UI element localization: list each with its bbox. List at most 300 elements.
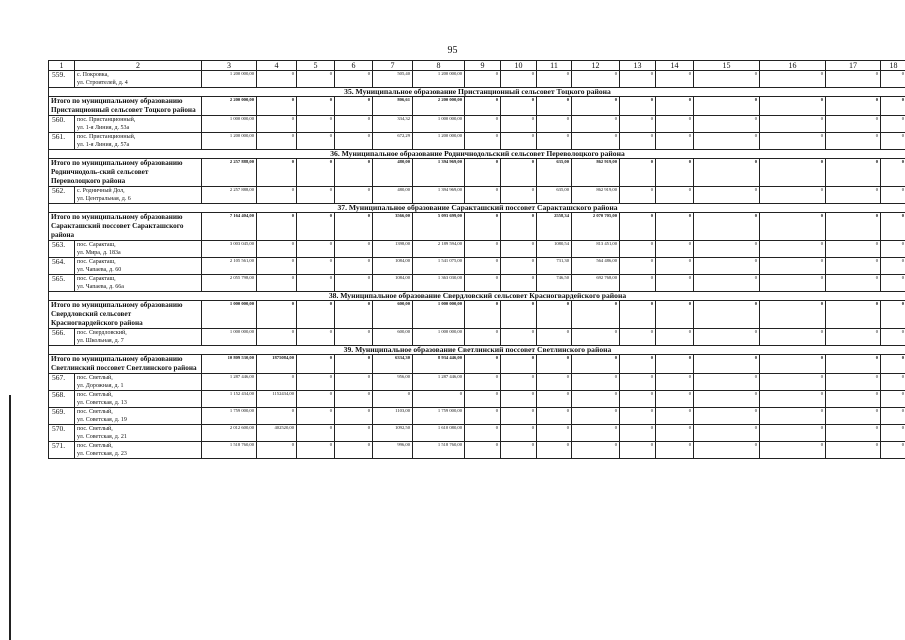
- total-value-col11: 0: [537, 355, 572, 374]
- value-col18: 0: [881, 241, 905, 258]
- total-row: [49, 97, 905, 116]
- value-col18: 0: [881, 275, 905, 292]
- value-col12: 692 768,00: [572, 275, 620, 292]
- value-col13: 0: [620, 275, 656, 292]
- value-col17: 0: [826, 71, 881, 88]
- total-value-col12: 862 919,00: [572, 159, 620, 187]
- total-value-col11: 635,00: [537, 159, 572, 187]
- value-col4: 1152434,00: [257, 391, 297, 408]
- object-row: [49, 71, 905, 88]
- address-line: пос. Саракташ,: [77, 242, 116, 248]
- value-col16: 0: [760, 442, 826, 459]
- section-heading-row: [49, 88, 905, 97]
- value-col6: 0: [335, 275, 373, 292]
- row-index: 570.: [49, 425, 75, 442]
- value-col6: 0: [335, 425, 373, 442]
- value-col13: 0: [620, 425, 656, 442]
- value-col15: 0: [694, 374, 760, 391]
- value-col13: 0: [620, 391, 656, 408]
- value-col10: 0: [501, 329, 537, 346]
- total-value-col14: 0: [656, 301, 694, 329]
- address-cell: [75, 258, 202, 275]
- total-value-col5: 0: [297, 97, 335, 116]
- value-col6: 0: [335, 116, 373, 133]
- value-col7: 600,00: [373, 329, 413, 346]
- total-value-col9: 0: [465, 97, 501, 116]
- value-col8: 1 759 000,00: [413, 408, 465, 425]
- total-name: Итого по муниципальному образованию Пристанционный сельсовет Тоцкого района: [49, 97, 202, 116]
- total-name: Итого по муниципальному образованию Родничнодоль-ский сельсовет Переволоцкого района: [49, 159, 202, 187]
- value-col5: 0: [297, 391, 335, 408]
- column-header-17: 17: [826, 61, 881, 71]
- object-row: [49, 241, 905, 258]
- value-col18: 0: [881, 408, 905, 425]
- value-col13: 0: [620, 442, 656, 459]
- column-header-16: 16: [760, 61, 826, 71]
- value-col7: 505,40: [373, 71, 413, 88]
- value-col8: 1 200 000,00: [413, 71, 465, 88]
- value-col11: 1080,54: [537, 241, 572, 258]
- value-col11: 0: [537, 374, 572, 391]
- value-col12: 862 919,00: [572, 187, 620, 204]
- column-header-11: 11: [537, 61, 572, 71]
- value-col7: 672,29: [373, 133, 413, 150]
- value-col18: 0: [881, 442, 905, 459]
- address-line: ул. 1-я Линия, д. 53а: [77, 125, 130, 131]
- address-line: ул. Советская, д. 21: [77, 434, 127, 440]
- value-col17: 0: [826, 374, 881, 391]
- total-value-col6: 0: [335, 213, 373, 241]
- value-col17: 0: [826, 425, 881, 442]
- value-col10: 0: [501, 258, 537, 275]
- address-cell: [75, 187, 202, 204]
- object-row: [49, 133, 905, 150]
- value-col13: 0: [620, 133, 656, 150]
- object-row: [49, 275, 905, 292]
- value-col3: 1 200 000,00: [202, 133, 257, 150]
- address-line: с. Покровка,: [77, 72, 109, 78]
- total-value-col17: 0: [826, 301, 881, 329]
- address-cell: [75, 374, 202, 391]
- value-col4: 0: [257, 329, 297, 346]
- object-row: [49, 116, 905, 133]
- value-col10: 0: [501, 374, 537, 391]
- total-value-col17: 0: [826, 213, 881, 241]
- value-col5: 0: [297, 241, 335, 258]
- value-col7: 480,00: [373, 187, 413, 204]
- object-row: [49, 442, 905, 459]
- section-heading: 37. Муниципальное образование Саракташский поссовет Саракташского района: [49, 204, 905, 213]
- total-value-col16: 0: [760, 301, 826, 329]
- value-col3: 1 200 000,00: [202, 71, 257, 88]
- column-header-12: 12: [572, 61, 620, 71]
- value-col8: 1 394 969,00: [413, 187, 465, 204]
- value-col12: 0: [572, 391, 620, 408]
- value-col9: 0: [465, 374, 501, 391]
- row-index: 568.: [49, 391, 75, 408]
- address-line: пос. Саракташ,: [77, 259, 116, 265]
- value-col13: 0: [620, 241, 656, 258]
- value-col3: 2 257 888,00: [202, 187, 257, 204]
- total-value-col7: 480,00: [373, 159, 413, 187]
- value-col10: 0: [501, 71, 537, 88]
- value-col6: 0: [335, 258, 373, 275]
- total-value-col15: 0: [694, 355, 760, 374]
- value-col18: 0: [881, 133, 905, 150]
- section-heading: 38. Муниципальное образование Свердловский сельсовет Красногвардейского района: [49, 292, 905, 301]
- value-col15: 0: [694, 71, 760, 88]
- total-value-col18: 0: [881, 213, 905, 241]
- register-table: [48, 60, 905, 459]
- row-index: 560.: [49, 116, 75, 133]
- value-col4: 0: [257, 71, 297, 88]
- value-col3: 1 000 000,00: [202, 329, 257, 346]
- value-col5: 0: [297, 374, 335, 391]
- value-col12: 813 451,00: [572, 241, 620, 258]
- total-value-col18: 0: [881, 159, 905, 187]
- value-col18: 0: [881, 329, 905, 346]
- value-col13: 0: [620, 329, 656, 346]
- value-col9: 0: [465, 391, 501, 408]
- value-col4: 0: [257, 133, 297, 150]
- object-row: [49, 408, 905, 425]
- value-col11: 0: [537, 133, 572, 150]
- total-value-col8: 5 093 699,00: [413, 213, 465, 241]
- total-value-col6: 0: [335, 301, 373, 329]
- total-value-col7: 806,61: [373, 97, 413, 116]
- total-value-col4: 0: [257, 213, 297, 241]
- value-col16: 0: [760, 391, 826, 408]
- value-col14: 0: [656, 133, 694, 150]
- total-value-col14: 0: [656, 213, 694, 241]
- value-col10: 0: [501, 408, 537, 425]
- value-col14: 0: [656, 391, 694, 408]
- value-col12: 0: [572, 116, 620, 133]
- value-col16: 0: [760, 116, 826, 133]
- address-cell: [75, 329, 202, 346]
- value-col3: 1 000 000,00: [202, 116, 257, 133]
- total-name: Итого по муниципальному образованию Светлинский поссовет Светлинского района: [49, 355, 202, 374]
- address-cell: [75, 241, 202, 258]
- value-col12: 0: [572, 374, 620, 391]
- value-col5: 0: [297, 408, 335, 425]
- value-col4: 0: [257, 374, 297, 391]
- value-col17: 0: [826, 241, 881, 258]
- total-value-col15: 0: [694, 159, 760, 187]
- address-line: пос. Светлый,: [77, 443, 113, 449]
- column-header-13: 13: [620, 61, 656, 71]
- value-col18: 0: [881, 391, 905, 408]
- address-line: пос. Свердловский,: [77, 330, 127, 336]
- address-line: ул. Чапаева, д. 66а: [77, 284, 124, 290]
- value-col14: 0: [656, 329, 694, 346]
- value-col7: 334,32: [373, 116, 413, 133]
- value-col6: 0: [335, 133, 373, 150]
- value-col14: 0: [656, 442, 694, 459]
- value-col6: 0: [335, 187, 373, 204]
- address-cell: [75, 116, 202, 133]
- value-col18: 0: [881, 425, 905, 442]
- column-header-9: 9: [465, 61, 501, 71]
- address-line: ул. Советская, д. 13: [77, 400, 127, 406]
- total-value-col17: 0: [826, 355, 881, 374]
- row-index: 567.: [49, 374, 75, 391]
- value-col6: 0: [335, 329, 373, 346]
- total-row: [49, 213, 905, 241]
- total-name: Итого по муниципальному образованию Свердловский сельсовет Красногвардейского района: [49, 301, 202, 329]
- total-value-col16: 0: [760, 159, 826, 187]
- value-col15: 0: [694, 187, 760, 204]
- value-col4: 0: [257, 275, 297, 292]
- object-row: [49, 329, 905, 346]
- total-value-col10: 0: [501, 97, 537, 116]
- total-value-col18: 0: [881, 97, 905, 116]
- value-col12: 0: [572, 329, 620, 346]
- total-value-col13: 0: [620, 159, 656, 187]
- total-value-col14: 0: [656, 97, 694, 116]
- value-col7: 1084,00: [373, 258, 413, 275]
- page-number: 95: [447, 45, 458, 56]
- column-header-3: 3: [202, 61, 257, 71]
- value-col5: 0: [297, 258, 335, 275]
- value-col4: 402520,00: [257, 425, 297, 442]
- value-col5: 0: [297, 425, 335, 442]
- value-col3: 2 055 798,00: [202, 275, 257, 292]
- value-col13: 0: [620, 116, 656, 133]
- column-header-2: 2: [75, 61, 202, 71]
- value-col15: 0: [694, 258, 760, 275]
- value-col12: 0: [572, 71, 620, 88]
- value-col15: 0: [694, 329, 760, 346]
- value-col4: 0: [257, 116, 297, 133]
- total-value-col18: 0: [881, 355, 905, 374]
- total-value-col18: 0: [881, 301, 905, 329]
- value-col5: 0: [297, 442, 335, 459]
- total-value-col15: 0: [694, 213, 760, 241]
- value-col9: 0: [465, 133, 501, 150]
- total-value-col6: 0: [335, 159, 373, 187]
- total-value-col3: 10 809 530,00: [202, 355, 257, 374]
- total-value-col16: 0: [760, 355, 826, 374]
- value-col17: 0: [826, 187, 881, 204]
- total-value-col4: 0: [257, 301, 297, 329]
- total-value-col8: 1 394 969,00: [413, 159, 465, 187]
- address-line: пос. Светлый,: [77, 392, 113, 398]
- address-line: ул. Мира, д. 183а: [77, 250, 121, 256]
- object-row: [49, 425, 905, 442]
- value-col10: 0: [501, 442, 537, 459]
- value-col4: 0: [257, 442, 297, 459]
- value-col8: 1 610 080,00: [413, 425, 465, 442]
- value-col11: 635,00: [537, 187, 572, 204]
- total-value-col13: 0: [620, 355, 656, 374]
- address-line: пос. Пристанционный,: [77, 134, 136, 140]
- value-col13: 0: [620, 408, 656, 425]
- total-value-col8: 2 200 000,00: [413, 97, 465, 116]
- total-value-col10: 0: [501, 159, 537, 187]
- value-col13: 0: [620, 258, 656, 275]
- value-col18: 0: [881, 187, 905, 204]
- total-value-col14: 0: [656, 159, 694, 187]
- total-value-col6: 0: [335, 97, 373, 116]
- address-cell: [75, 275, 202, 292]
- total-value-col3: 7 164 404,00: [202, 213, 257, 241]
- value-col16: 0: [760, 258, 826, 275]
- row-index: 559.: [49, 71, 75, 88]
- value-col11: 0: [537, 408, 572, 425]
- total-value-col10: 0: [501, 301, 537, 329]
- section-heading: 39. Муниципальное образование Светлинский поссовет Светлинского района: [49, 346, 905, 355]
- address-line: ул. Советская, д. 19: [77, 417, 127, 423]
- value-col12: 0: [572, 408, 620, 425]
- total-value-col9: 0: [465, 159, 501, 187]
- address-line: ул. 1-я Линия, д. 57а: [77, 142, 130, 148]
- value-col8: 2 189 594,00: [413, 241, 465, 258]
- value-col3: 3 003 045,00: [202, 241, 257, 258]
- total-value-col10: 0: [501, 213, 537, 241]
- section-heading-row: [49, 346, 905, 355]
- value-col6: 0: [335, 408, 373, 425]
- value-col3: 1 152 434,00: [202, 391, 257, 408]
- value-col9: 0: [465, 71, 501, 88]
- value-col16: 0: [760, 71, 826, 88]
- value-col9: 0: [465, 187, 501, 204]
- total-value-col12: 0: [572, 355, 620, 374]
- value-col16: 0: [760, 408, 826, 425]
- value-col9: 0: [465, 275, 501, 292]
- total-row: [49, 159, 905, 187]
- address-cell: [75, 71, 202, 88]
- address-line: пос. Пристанционный,: [77, 117, 136, 123]
- value-col17: 0: [826, 116, 881, 133]
- value-col13: 0: [620, 71, 656, 88]
- value-col15: 0: [694, 425, 760, 442]
- value-col17: 0: [826, 275, 881, 292]
- value-col17: 0: [826, 329, 881, 346]
- value-col16: 0: [760, 187, 826, 204]
- column-header-10: 10: [501, 61, 537, 71]
- value-col8: 1 200 000,00: [413, 133, 465, 150]
- total-value-col16: 0: [760, 213, 826, 241]
- value-col18: 0: [881, 258, 905, 275]
- column-header-4: 4: [257, 61, 297, 71]
- address-line: ул. Строителей, д. 4: [77, 80, 128, 86]
- total-value-col15: 0: [694, 97, 760, 116]
- section-heading-row: [49, 204, 905, 213]
- value-col18: 0: [881, 71, 905, 88]
- value-col4: 0: [257, 258, 297, 275]
- object-row: [49, 258, 905, 275]
- total-value-col7: 6334,30: [373, 355, 413, 374]
- value-col4: 0: [257, 408, 297, 425]
- value-col15: 0: [694, 442, 760, 459]
- total-value-col12: 2 070 705,00: [572, 213, 620, 241]
- total-row: [49, 355, 905, 374]
- value-col14: 0: [656, 425, 694, 442]
- total-value-col13: 0: [620, 213, 656, 241]
- value-col7: 1398,00: [373, 241, 413, 258]
- value-col12: 0: [572, 442, 620, 459]
- value-col9: 0: [465, 116, 501, 133]
- value-col17: 0: [826, 133, 881, 150]
- value-col6: 0: [335, 374, 373, 391]
- total-value-col3: 2 257 888,00: [202, 159, 257, 187]
- value-col16: 0: [760, 329, 826, 346]
- value-col17: 0: [826, 442, 881, 459]
- value-col3: 1 759 000,00: [202, 408, 257, 425]
- address-line: пос. Светлый,: [77, 409, 113, 415]
- value-col4: 0: [257, 241, 297, 258]
- address-line: пос. Светлый,: [77, 426, 113, 432]
- value-col14: 0: [656, 71, 694, 88]
- value-col11: 0: [537, 116, 572, 133]
- value-col15: 0: [694, 241, 760, 258]
- row-index: 562.: [49, 187, 75, 204]
- total-value-col12: 0: [572, 97, 620, 116]
- column-header-8: 8: [413, 61, 465, 71]
- value-col11: 731,30: [537, 258, 572, 275]
- value-col3: 1 518 760,00: [202, 442, 257, 459]
- total-value-col9: 0: [465, 355, 501, 374]
- value-col6: 0: [335, 391, 373, 408]
- total-value-col7: 600,00: [373, 301, 413, 329]
- value-col16: 0: [760, 425, 826, 442]
- total-value-col5: 0: [297, 355, 335, 374]
- total-value-col12: 0: [572, 301, 620, 329]
- total-value-col17: 0: [826, 97, 881, 116]
- address-line: ул. Чапаева, д. 60: [77, 267, 122, 273]
- value-col8: 1 000 000,00: [413, 116, 465, 133]
- column-header-14: 14: [656, 61, 694, 71]
- value-col11: 0: [537, 391, 572, 408]
- total-value-col16: 0: [760, 97, 826, 116]
- value-col10: 0: [501, 391, 537, 408]
- value-col3: 2 105 561,00: [202, 258, 257, 275]
- total-value-col4: 0: [257, 159, 297, 187]
- row-index: 571.: [49, 442, 75, 459]
- row-index: 563.: [49, 241, 75, 258]
- value-col8: 1 000 000,00: [413, 329, 465, 346]
- total-value-col6: 0: [335, 355, 373, 374]
- address-cell: [75, 133, 202, 150]
- value-col11: 0: [537, 442, 572, 459]
- value-col11: 0: [537, 425, 572, 442]
- object-row: [49, 391, 905, 408]
- address-line: пос. Светлый,: [77, 375, 113, 381]
- row-index: 569.: [49, 408, 75, 425]
- value-col13: 0: [620, 374, 656, 391]
- value-col16: 0: [760, 241, 826, 258]
- total-value-col17: 0: [826, 159, 881, 187]
- value-col14: 0: [656, 258, 694, 275]
- value-col8: 1 287 446,00: [413, 374, 465, 391]
- value-col15: 0: [694, 391, 760, 408]
- value-col7: 1103,00: [373, 408, 413, 425]
- section-heading-row: [49, 150, 905, 159]
- value-col9: 0: [465, 442, 501, 459]
- value-col5: 0: [297, 275, 335, 292]
- total-value-col10: 0: [501, 355, 537, 374]
- value-col18: 0: [881, 116, 905, 133]
- total-value-col5: 0: [297, 301, 335, 329]
- total-value-col8: 1 000 000,00: [413, 301, 465, 329]
- value-col8: 1 363 030,00: [413, 275, 465, 292]
- total-value-col9: 0: [465, 301, 501, 329]
- value-col12: 0: [572, 133, 620, 150]
- value-col5: 0: [297, 133, 335, 150]
- value-col10: 0: [501, 275, 537, 292]
- object-row: [49, 374, 905, 391]
